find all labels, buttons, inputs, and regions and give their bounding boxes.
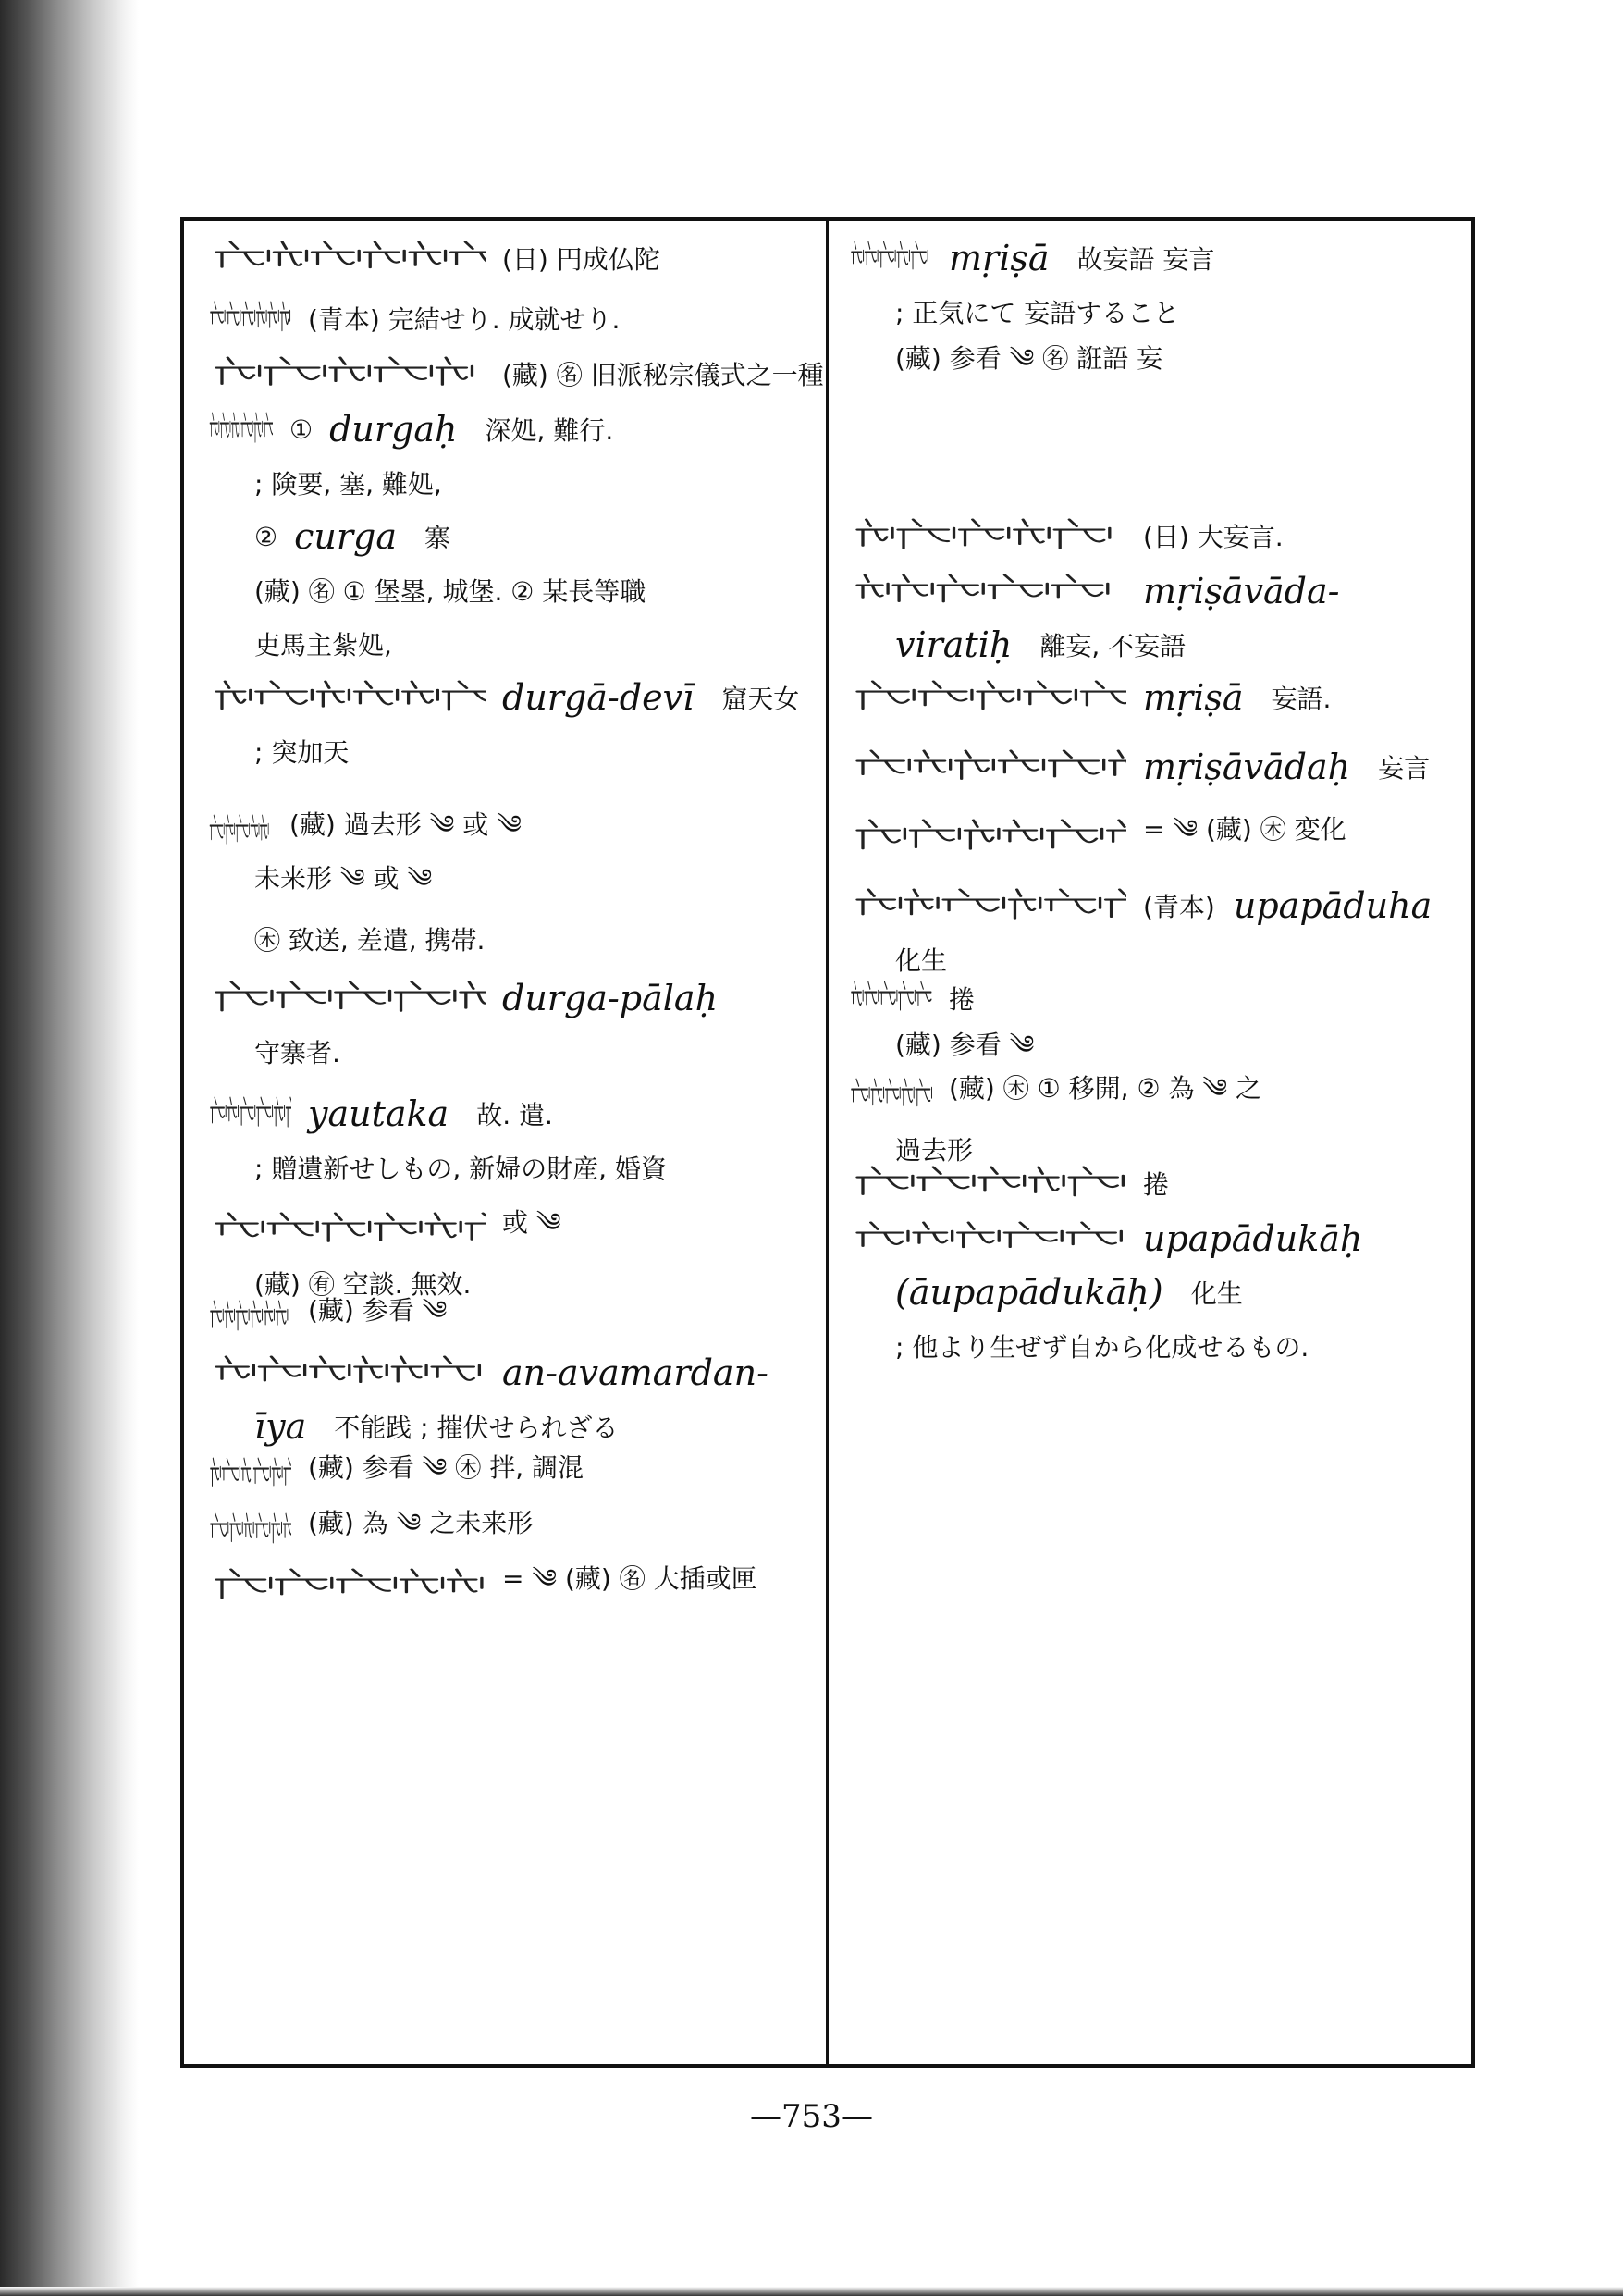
gloss-text: 不能践 ; 摧伏せられざる bbox=[334, 1413, 619, 1443]
gloss-text: 過去形 bbox=[895, 1135, 974, 1166]
gloss-text: 或 ༄ bbox=[502, 1206, 561, 1238]
entry-line bbox=[208, 1290, 814, 1344]
tibetan-headword bbox=[208, 676, 486, 719]
gloss-text: (藏) 参看 ༄ ㊔ 誑語 妄 bbox=[895, 342, 1163, 374]
tibetan-headword bbox=[208, 1296, 291, 1339]
entry-line bbox=[208, 1203, 814, 1256]
tibetan-headword bbox=[208, 1352, 486, 1394]
tibetan-headword bbox=[849, 514, 1126, 557]
gloss-text: 化生 bbox=[1190, 1278, 1243, 1309]
entry-line bbox=[208, 291, 814, 345]
sanskrit-romanization: yautaka bbox=[308, 1093, 449, 1134]
entry-continuation-line bbox=[849, 339, 1459, 392]
dictionary-entry bbox=[208, 402, 814, 671]
gloss-text: (藏) 過去形 ༄ 或 ༄ bbox=[289, 809, 522, 840]
tibetan-headword bbox=[208, 977, 486, 1019]
tibetan-headword bbox=[208, 810, 273, 853]
sanskrit-romanization: an-avamardan- bbox=[502, 1352, 768, 1393]
entry-line bbox=[849, 809, 1459, 863]
dictionary-entry bbox=[208, 1559, 814, 1612]
entry-line bbox=[849, 231, 1459, 285]
entry-line bbox=[849, 564, 1459, 618]
tibetan-headword bbox=[208, 1564, 486, 1607]
gloss-text: (藏) 参看 ༄ bbox=[308, 1294, 448, 1326]
sanskrit-romanization: mṛiṣā bbox=[1143, 677, 1244, 718]
entry-line bbox=[849, 671, 1459, 724]
tibetan-headword bbox=[208, 237, 486, 279]
sanskrit-romanization: mṛiṣāvāda- bbox=[1143, 571, 1340, 611]
gloss-text: ; 贈遺新せしもの, 新婦の財産, 婚資 bbox=[254, 1154, 667, 1184]
gloss-text: 妄言 bbox=[1378, 753, 1431, 784]
sanskrit-romanization: (āupapādukāḥ) bbox=[895, 1272, 1163, 1313]
gloss-text: (青本) bbox=[1143, 892, 1215, 922]
entry-continuation-line bbox=[208, 1025, 814, 1079]
gloss-text: (藏) ㊔ 旧派秘宗儀式之一種 bbox=[502, 360, 824, 390]
dictionary-entry bbox=[849, 879, 1459, 986]
sense-marker: ① bbox=[289, 414, 314, 445]
gloss-text: 寨 bbox=[424, 523, 451, 553]
entry-line bbox=[208, 1087, 814, 1141]
tibetan-headword bbox=[849, 237, 932, 279]
dictionary-entry bbox=[849, 231, 1459, 392]
dictionary-entry bbox=[208, 971, 814, 1079]
sanskrit-romanization: upapāduha bbox=[1233, 885, 1432, 926]
dictionary-entry bbox=[849, 1156, 1459, 1210]
tibetan-headword bbox=[849, 746, 1126, 788]
gloss-text: 故. 遣. bbox=[476, 1100, 553, 1130]
dictionary-entry bbox=[849, 809, 1459, 863]
gloss-text: ; 険要, 塞, 難処, bbox=[254, 469, 442, 500]
gloss-text: = ༄ (藏) ㊍ 変化 bbox=[1143, 813, 1346, 845]
sense-marker: ② bbox=[254, 521, 278, 552]
entry-continuation-line bbox=[208, 912, 814, 966]
gloss-text: 窟天女 bbox=[721, 684, 800, 714]
sanskrit-romanization: īya bbox=[254, 1406, 307, 1447]
sanskrit-romanization: viratiḥ bbox=[895, 624, 1013, 665]
page-bottom-edge bbox=[0, 2287, 1623, 2296]
gloss-text: 離妄, 不妄語 bbox=[1039, 631, 1187, 661]
tibetan-headword bbox=[208, 408, 273, 451]
dictionary-entry bbox=[208, 1087, 814, 1194]
entry-continuation-line bbox=[849, 1319, 1459, 1373]
gloss-text: 捲 bbox=[1143, 1169, 1170, 1200]
gloss-text: 化生 bbox=[895, 945, 948, 976]
entry-line bbox=[849, 1212, 1459, 1265]
entry-line bbox=[208, 971, 814, 1025]
entry-line bbox=[849, 879, 1459, 932]
entry-line bbox=[208, 1559, 814, 1612]
tibetan-headword bbox=[208, 1208, 486, 1251]
sanskrit-romanization: mṛiṣāvādaḥ bbox=[1143, 747, 1351, 787]
entry-line bbox=[208, 231, 814, 285]
sanskrit-romanization: durgā-devī bbox=[502, 677, 695, 718]
entry-line bbox=[208, 671, 814, 724]
tibetan-headword bbox=[208, 1509, 291, 1551]
gloss-text: (藏) ㊍ ① 移開, ② 為 ༄ 之 bbox=[949, 1072, 1261, 1104]
sanskrit-romanization: curga bbox=[294, 516, 398, 557]
entry-line bbox=[208, 402, 814, 456]
gloss-text: (青本) 完結せり. 成就せり. bbox=[308, 304, 621, 335]
gloss-text: (藏) ㊔ ① 堡塁, 城堡. ② 某長等職 bbox=[254, 576, 646, 607]
dictionary-entry bbox=[208, 805, 814, 966]
dictionary-entry bbox=[208, 231, 814, 285]
entry-line bbox=[208, 1346, 814, 1400]
entry-continuation-line bbox=[849, 618, 1459, 672]
dictionary-entry bbox=[849, 509, 1459, 562]
entry-continuation-line bbox=[849, 1265, 1459, 1319]
tibetan-headword bbox=[849, 1162, 1126, 1204]
dictionary-entry bbox=[208, 1290, 814, 1344]
sanskrit-romanization: upapādukāḥ bbox=[1143, 1218, 1363, 1259]
tibetan-headword bbox=[849, 884, 1126, 927]
tibetan-headword bbox=[849, 1074, 932, 1117]
dictionary-entry bbox=[208, 347, 824, 401]
gloss-text: ; 突加天 bbox=[254, 737, 350, 768]
tibetan-headword bbox=[208, 1453, 291, 1496]
gloss-text: (藏) 参看 ༄ ㊍ 拌, 調混 bbox=[308, 1451, 584, 1483]
dictionary-entry bbox=[849, 564, 1459, 672]
tibetan-headword bbox=[208, 297, 291, 339]
gloss-text: (藏) 参看 ༄ bbox=[895, 1029, 1035, 1060]
entry-line bbox=[849, 740, 1459, 794]
gloss-text: ; 他より生ぜず自から化成せるもの. bbox=[895, 1332, 1309, 1363]
gloss-text: ; 正気にて 妄語すること bbox=[895, 298, 1180, 328]
entry-continuation-line bbox=[208, 456, 814, 510]
dictionary-entry bbox=[849, 1212, 1459, 1373]
entry-line bbox=[849, 1156, 1459, 1210]
sanskrit-romanization: mṛiṣā bbox=[949, 238, 1050, 278]
gloss-text: 故妄語 妄言 bbox=[1076, 244, 1215, 275]
dictionary-entry bbox=[208, 671, 814, 778]
page-number: —753— bbox=[750, 2098, 873, 2135]
entry-continuation-line bbox=[208, 1141, 814, 1194]
entry-line bbox=[849, 1068, 1459, 1122]
tibetan-headword bbox=[849, 1217, 1126, 1260]
tibetan-headword bbox=[208, 352, 486, 395]
gloss-text: 吏馬主紮処, bbox=[254, 630, 392, 660]
entry-line bbox=[208, 347, 824, 401]
dictionary-entry bbox=[849, 740, 1459, 794]
gloss-text: 妄語. bbox=[1271, 684, 1332, 714]
gloss-text: (藏) ㊒ 空談. 無效. bbox=[254, 1269, 472, 1300]
book-spine-shadow bbox=[0, 0, 139, 2296]
tibetan-headword bbox=[849, 570, 1126, 612]
gloss-text: = ༄ (藏) ㊔ 大插或匣 bbox=[502, 1562, 757, 1594]
entry-continuation-line bbox=[208, 617, 814, 671]
tibetan-headword bbox=[849, 676, 1126, 719]
dictionary-entry bbox=[208, 291, 814, 345]
sanskrit-romanization: durga-pālaḥ bbox=[502, 978, 719, 1018]
gloss-text: 未来形 ༄ 或 ༄ bbox=[254, 862, 433, 894]
tibetan-headword bbox=[849, 977, 932, 1019]
sanskrit-romanization: durgaḥ bbox=[329, 409, 458, 450]
gloss-text: 捲 bbox=[949, 984, 976, 1015]
entry-continuation-line bbox=[208, 724, 814, 778]
column-divider bbox=[826, 217, 829, 2068]
dictionary-entry bbox=[849, 671, 1459, 724]
entry-line bbox=[849, 509, 1459, 562]
tibetan-headword bbox=[208, 1092, 291, 1135]
entry-continuation-line bbox=[208, 510, 814, 563]
gloss-text: (日) 円成仏陀 bbox=[502, 244, 660, 275]
gloss-text: (日) 大妄言. bbox=[1143, 522, 1284, 552]
gloss-text: 深処, 難行. bbox=[485, 415, 614, 446]
gloss-text: 守寨者. bbox=[254, 1038, 340, 1068]
entry-continuation-line bbox=[208, 563, 814, 617]
gloss-text: ㊍ 致送, 差遣, 携帯. bbox=[254, 925, 486, 956]
gloss-text: (藏) 為 ༄ 之未来形 bbox=[308, 1507, 534, 1538]
tibetan-headword bbox=[849, 815, 1126, 858]
